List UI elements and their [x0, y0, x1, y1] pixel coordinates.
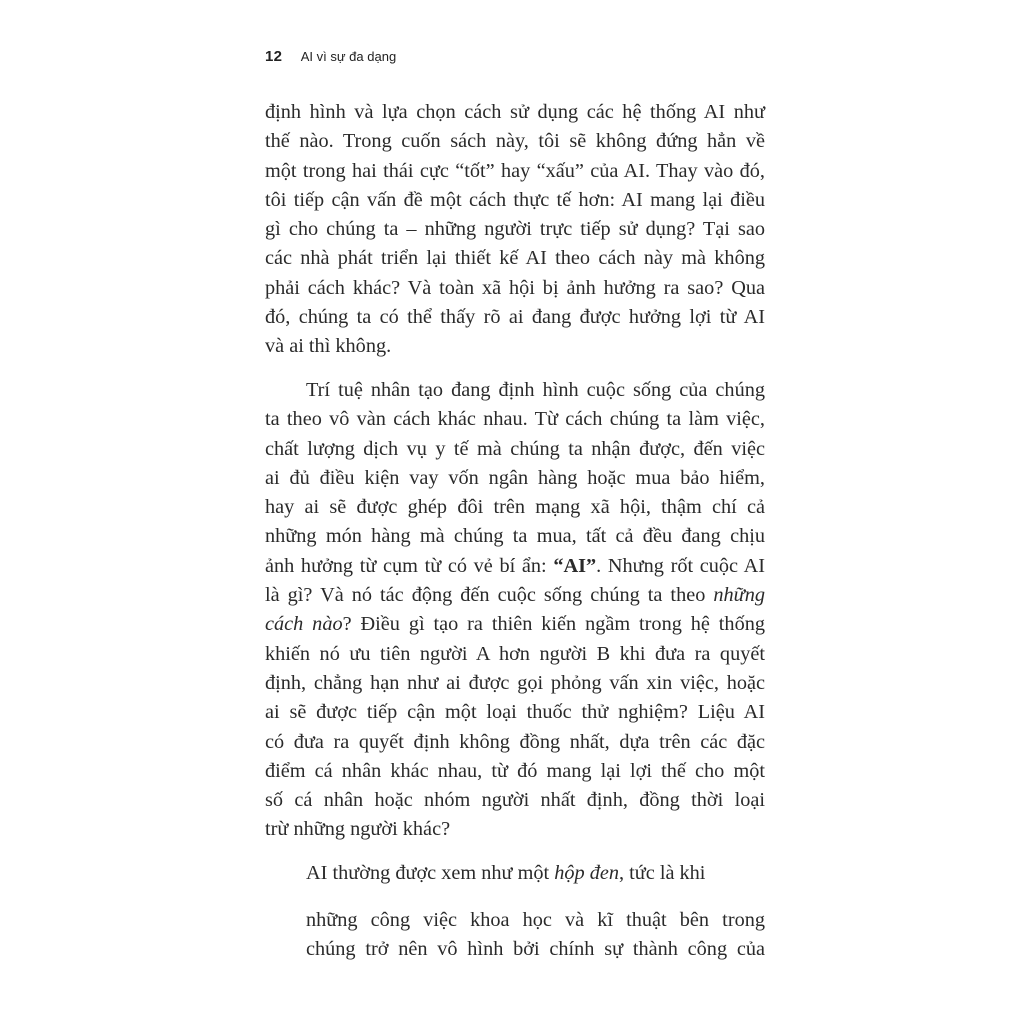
- page-number: 12: [265, 48, 283, 65]
- text-line: [265, 610, 765, 639]
- text-run: ? Điều gì tạo ra thiên kiến ngầm trong hệ thống: [342, 613, 765, 636]
- text-line: chất lượng dịch vụ y tế mà chúng ta nhận được, đến việc: [265, 437, 765, 460]
- text-line: điểm cá nhân khác nhau, từ đó mang lại lợi thế cho một: [265, 759, 765, 782]
- text-line: một trong hai thái cực “tốt” hay “xấu” của AI. Thay vào đó,: [265, 159, 765, 182]
- text-line: hay ai sẽ được ghép đôi trên mạng xã hội, thậm chí cả: [265, 496, 765, 519]
- text-line: có đưa ra quyết định không đồng nhất, dựa trên các đặc: [265, 730, 765, 753]
- book-title: AI vì sự đa dạng: [300, 49, 397, 64]
- bold-term: “AI”: [553, 554, 597, 577]
- text-line: Trí tuệ nhân tạo đang định hình cuộc sống của chúng: [306, 379, 765, 401]
- text-line: phải cách khác? Và toàn xã hội bị ảnh hưởng ra sao? Qua: [265, 276, 765, 299]
- text-line: [265, 581, 765, 610]
- text-line: [306, 859, 765, 888]
- text-line: tôi tiếp cận vấn đề một cách thực tế hơn: AI mang lại điều: [265, 188, 765, 211]
- paragraph-3: [306, 859, 765, 888]
- text-line: các nhà phát triển lại thiết kế AI theo cách này mà không: [265, 247, 765, 270]
- text-line: số cá nhân hoặc nhóm người nhất định, đồng thời loại: [265, 789, 765, 812]
- text-line: thế nào. Trong cuốn sách này, tôi sẽ không đứng hẳn về: [265, 130, 765, 153]
- running-head: [265, 48, 396, 66]
- text-run: , tức là khi: [618, 862, 706, 884]
- paragraph-1: [265, 98, 765, 362]
- text-line: ai sẽ được tiếp cận một loại thuốc thử nghiệm? Liệu AI: [265, 701, 765, 724]
- text-run: AI thường được xem như một: [306, 862, 555, 884]
- italic-term: những: [713, 584, 765, 607]
- text-line: định, chẳng hạn như ai được gọi phỏng vấn xin việc, hoặc: [265, 671, 765, 694]
- text-line: [265, 552, 765, 581]
- text-line: đó, chúng ta có thể thấy rõ ai đang được hưởng lợi từ AI: [265, 306, 765, 329]
- text-line: định hình và lựa chọn cách sử dụng các hệ thống AI như: [265, 101, 765, 123]
- block-quote: [306, 906, 765, 965]
- text-line: trừ những người khác?: [265, 818, 451, 841]
- text-run: ảnh hưởng từ cụm từ có vẻ bí ẩn:: [265, 554, 554, 577]
- text-line: những công việc khoa học và kĩ thuật bên trong: [306, 909, 765, 931]
- text-run: là gì? Và nó tác động đến cuộc sống chúng ta theo: [265, 584, 714, 607]
- text-line: khiến nó ưu tiên người A hơn người B khi đưa ra quyết: [265, 642, 765, 665]
- text-line: chúng trở nên vô hình bởi chính sự thành công của: [306, 938, 765, 961]
- text-line: những món hàng mà chúng ta mua, tất cả đều đang chịu: [265, 525, 765, 548]
- paragraph-2: [265, 376, 765, 845]
- text-line: ta theo vô vàn cách khác nhau. Từ cách chúng ta làm việc,: [265, 408, 765, 431]
- text-line: và ai thì không.: [265, 335, 392, 358]
- italic-term: hộp đen: [554, 862, 619, 884]
- text-line: ai đủ điều kiện vay vốn ngân hàng hoặc mua bảo hiểm,: [265, 466, 765, 489]
- text-run: . Nhưng rốt cuộc AI: [596, 554, 765, 577]
- text-line: gì cho chúng ta – những người trực tiếp sử dụng? Tại sao: [265, 218, 765, 241]
- italic-term: cách nào: [265, 613, 343, 636]
